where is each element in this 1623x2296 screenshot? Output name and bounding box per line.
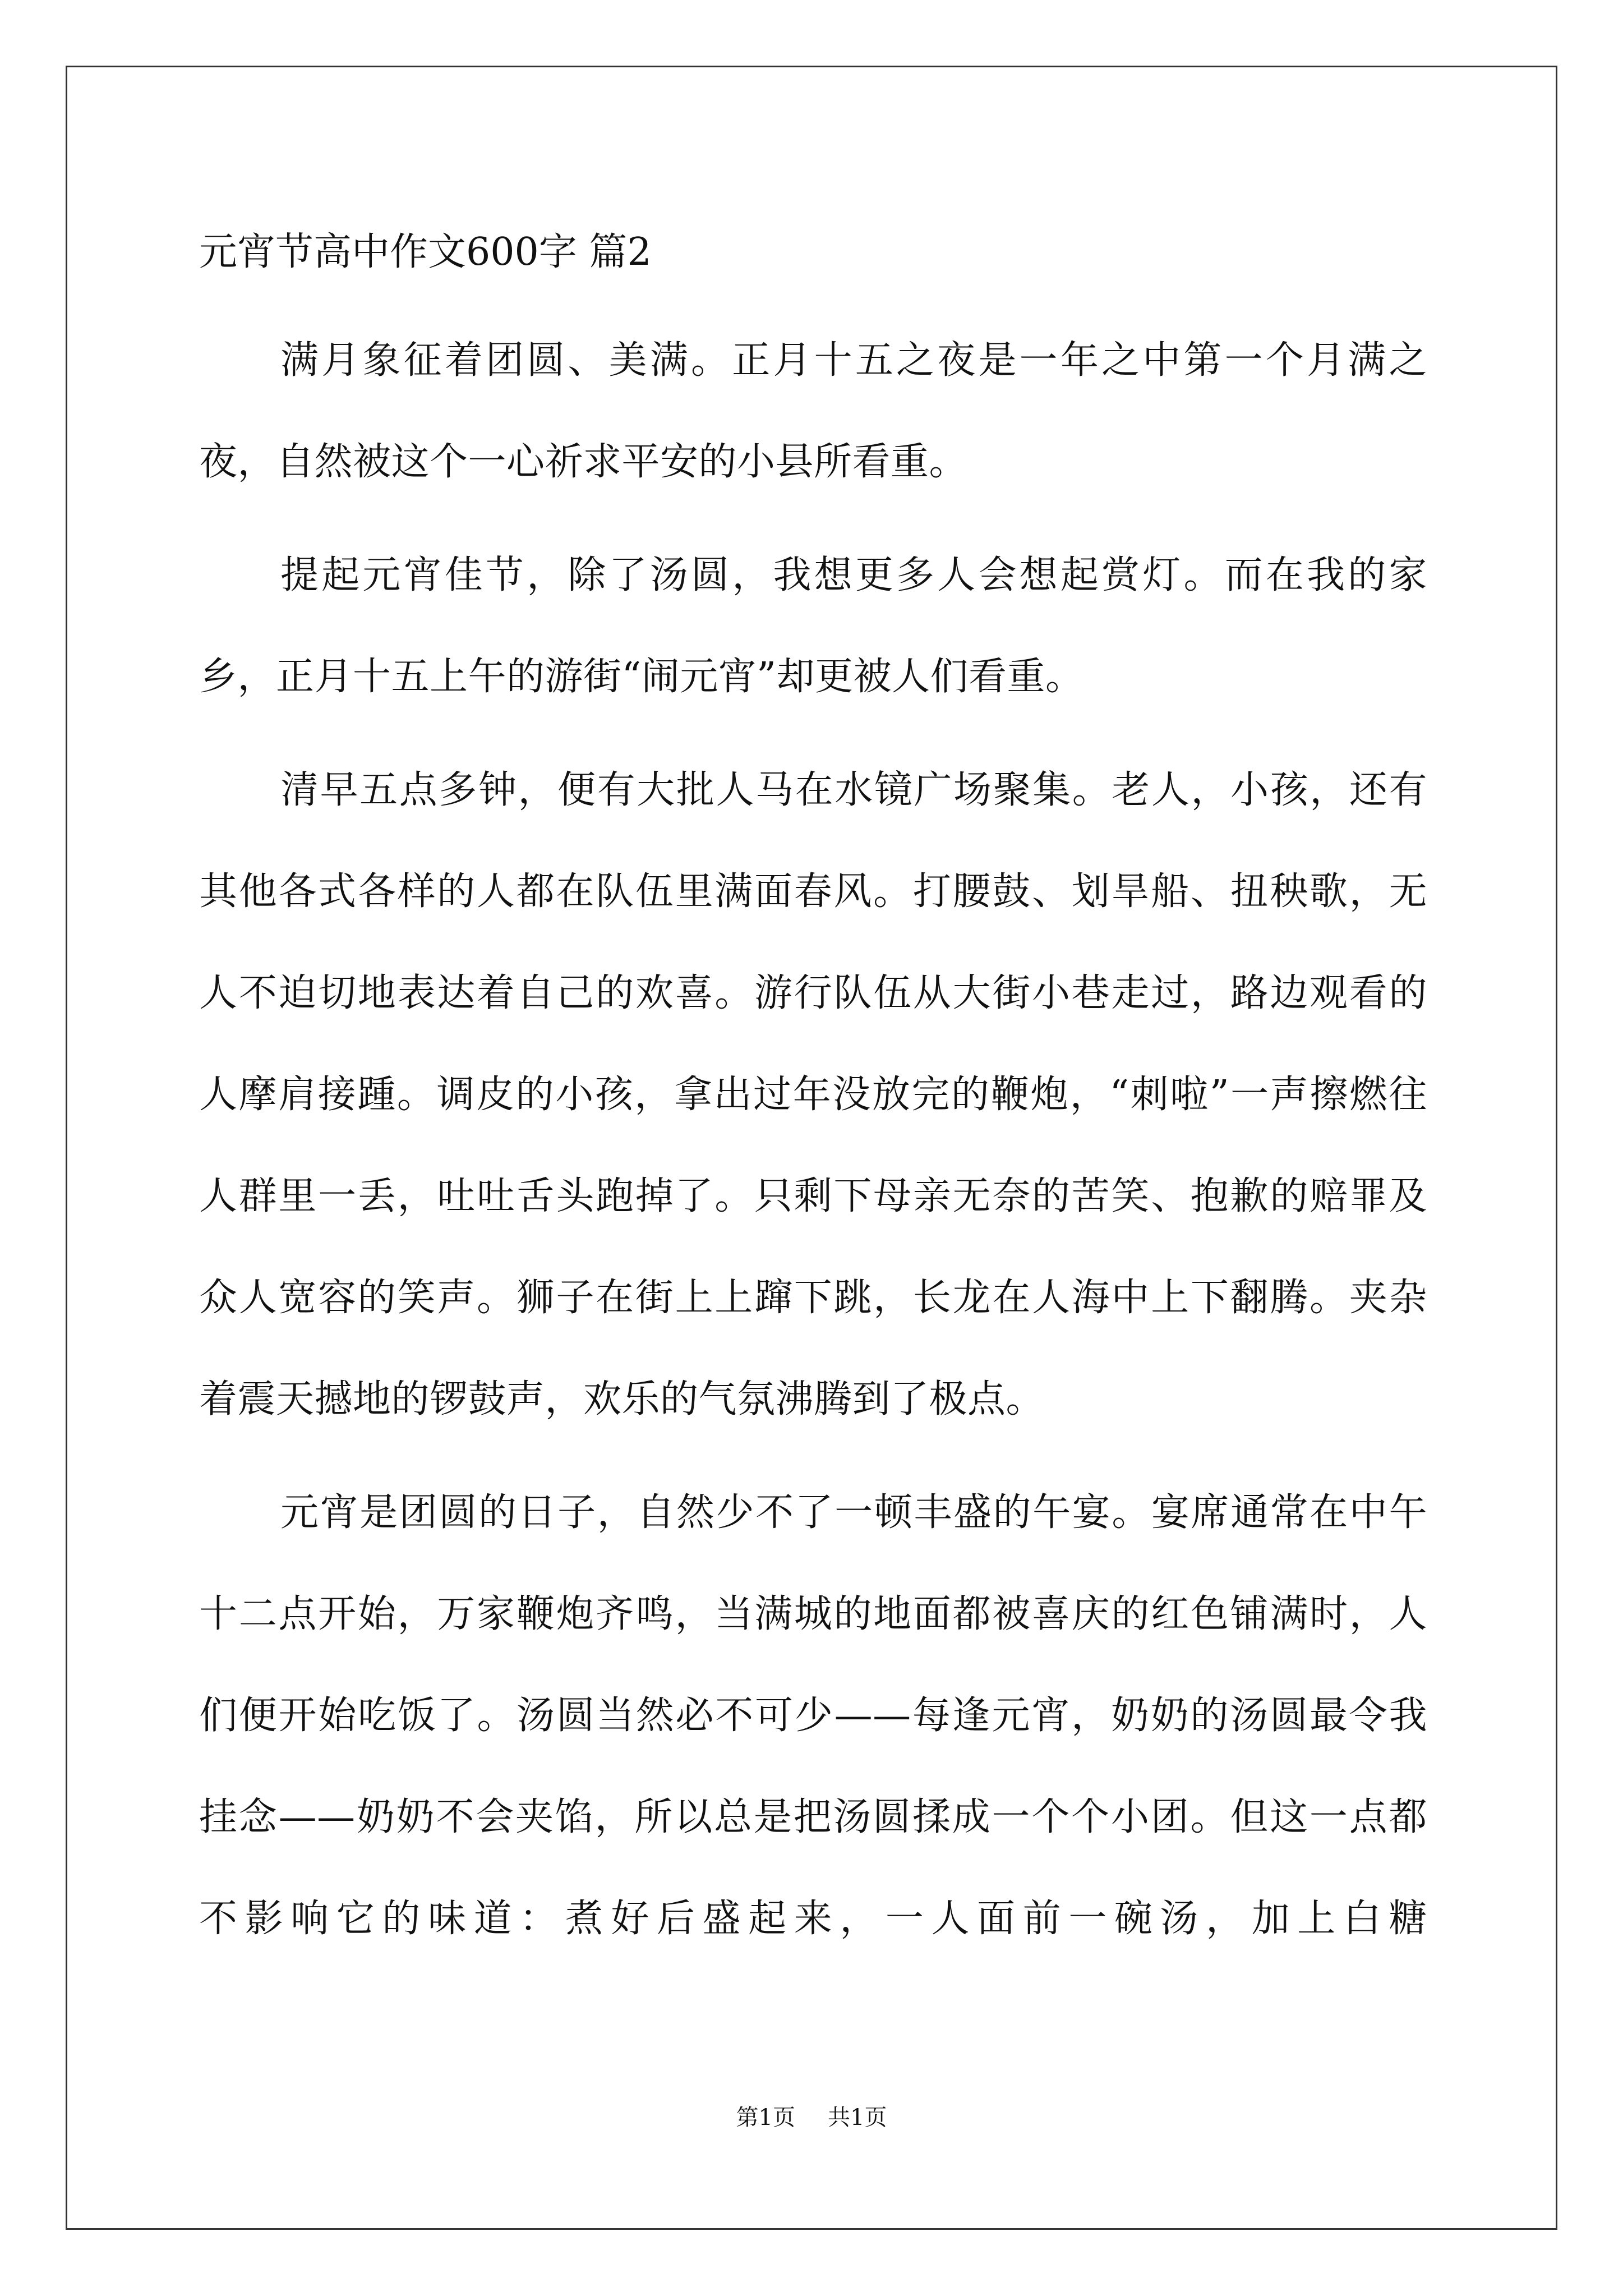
paragraph: 满月象征着团圆、美满。正月十五之夜是一年之中第一个月满之夜，自然被这个一心祈求平安的小县所看重。 [199, 338, 1427, 484]
page-number: 第1页 [736, 2105, 795, 2131]
paragraph: 清早五点多钟，便有大批人马在水镜广场聚集。老人，小孩，还有其他各式各样的人都在队伍里满面春风。打腰鼓、划旱船、扭秧歌，无人不迫切地表达着自己的欢喜。游行队伍从大街小巷走过，路边观看的人摩肩接踵。调皮的小孩，拿出过年没放完的鞭炮，“刺啦”一声擦燃往人群里一丢，吐吐舌头跑掉了。只剩下母亲无奈的苦笑、抱歉的赔罪及众人宽容的笑声。狮子在街上上蹿下跳，长龙在人海中上下翻腾。夹杂着震天撼地的锣鼓声，欢乐的气氛沸腾到了极点。 [199, 768, 1427, 1421]
page-total: 共1页 [828, 2105, 887, 2131]
paragraph: 提起元宵佳节，除了汤圆，我想更多人会想起赏灯。而在我的家乡，正月十五上午的游街“闹元宵”却更被人们看重。 [199, 553, 1427, 699]
document-body [199, 310, 1427, 1981]
paragraph: 元宵是团圆的日子，自然少不了一顿丰盛的午宴。宴席通常在中午十二点开始，万家鞭炮齐鸣，当满城的地面都被喜庆的红色铺满时，人们便开始吃饭了。汤圆当然必不可少——每逢元宵，奶奶的汤圆最令我挂念——奶奶不会夹馅，所以总是把汤圆揉成一个个小团。但这一点都不影响它的味道：煮好后盛起来，一人面前一碗汤，加上白糖 [199, 1490, 1427, 1941]
page-footer [0, 2101, 1623, 2134]
document-title: 元宵节高中作文600字 篇2 [199, 230, 652, 274]
